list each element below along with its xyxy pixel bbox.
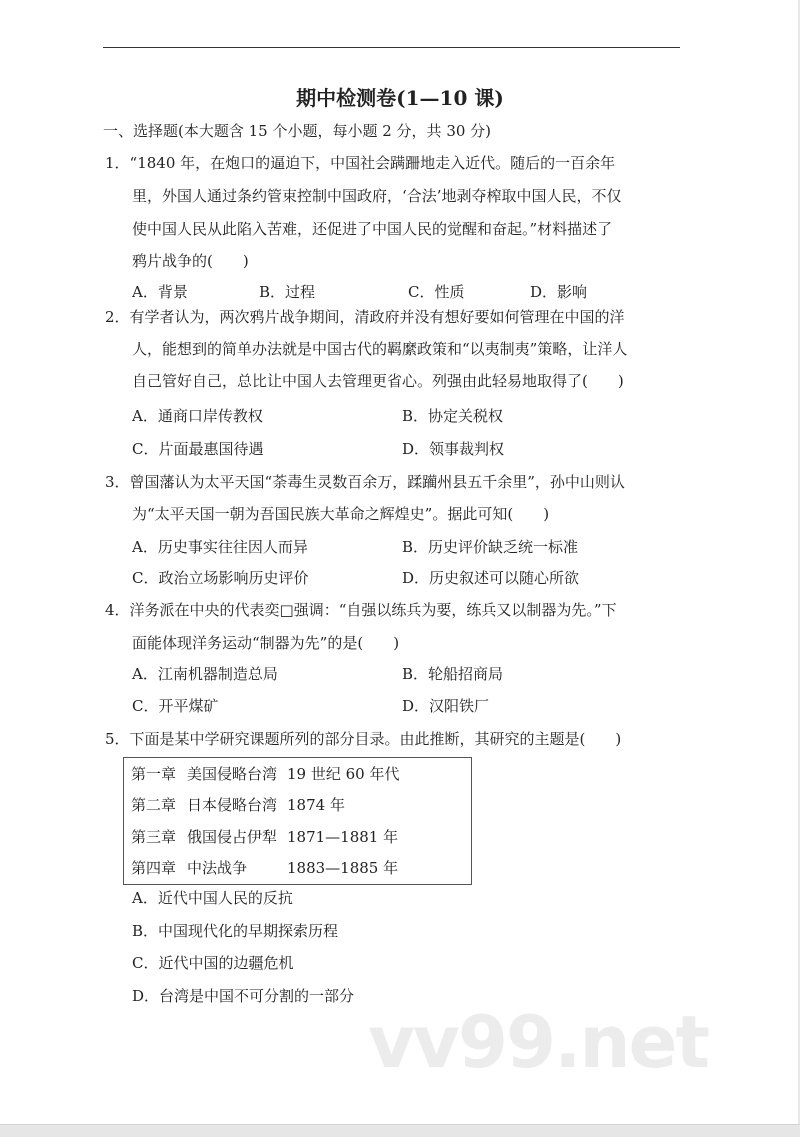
table-cell: 美国侵略台湾 <box>187 765 278 783</box>
question-4-line: 4．洋务派在中央的代表奕□强调：“自强以练兵为要，练兵又以制器为先。”下 <box>105 601 617 619</box>
option-a: A．江南机器制造总局 <box>132 665 278 683</box>
option-d: D．汉阳铁厂 <box>402 697 490 715</box>
header-rule <box>103 47 680 48</box>
table-cell: 1871—1881 年 <box>287 828 399 846</box>
table-cell: 第二章 <box>131 796 177 814</box>
option-d: D．影响 <box>530 283 588 301</box>
chapter-table <box>123 757 472 885</box>
question-1-line: 1．“1840 年，在炮口的逼迫下，中国社会蹒跚地走入近代。随后的一百余年 <box>105 154 616 172</box>
option-d: D．领事裁判权 <box>402 440 505 458</box>
option-b: B．中国现代化的早期探索历程 <box>132 922 339 940</box>
option-c: C．近代中国的边疆危机 <box>132 954 294 972</box>
question-2-line: 自己管好自己，总比让中国人去管理更省心。列强由此轻易地取得了( ) <box>132 372 624 390</box>
question-3-line: 3．曾国藩认为太平天国“荼毒生灵数百余万，蹂躏州县五千余里”，孙中山则认 <box>105 473 625 491</box>
option-a: A．背景 <box>132 283 188 301</box>
table-cell: 中法战争 <box>187 859 248 877</box>
table-cell: 1874 年 <box>287 796 345 814</box>
table-cell: 第一章 <box>131 765 177 783</box>
option-c: C．政治立场影响历史评价 <box>132 569 309 587</box>
watermark: vv99.net <box>368 1000 708 1084</box>
question-1-line: 鸦片战争的( ) <box>132 252 249 270</box>
option-b: B．协定关税权 <box>402 407 504 425</box>
question-5-line: 5．下面是某中学研究课题所列的部分目录。由此推断，其研究的主题是( ) <box>105 730 622 748</box>
question-3-line: 为“太平天国一朝为吾国民族大革命之辉煌史”。据此可知( ) <box>132 505 550 523</box>
section-heading: 一、选择题(本大题含 15 个小题，每小题 2 分，共 30 分) <box>103 122 492 140</box>
option-b: B．过程 <box>259 283 316 301</box>
question-1-line: 使中国人民从此陷入苦难，还促进了中国人民的觉醒和奋起。”材料描述了 <box>132 220 613 238</box>
table-cell: 第三章 <box>131 828 177 846</box>
option-b: B．轮船招商局 <box>402 665 504 683</box>
option-a: A．通商口岸传教权 <box>132 407 263 425</box>
table-cell: 1883—1885 年 <box>287 859 399 877</box>
page-title: 期中检测卷(1—10 课) <box>296 86 504 110</box>
table-cell: 第四章 <box>131 859 177 877</box>
option-b: B．历史评价缺乏统一标准 <box>402 538 579 556</box>
question-1-line: 里，外国人通过条约管束控制中国政府，‘合法’地剥夺榨取中国人民，不仅 <box>132 187 622 205</box>
option-a: A．近代中国人民的反抗 <box>132 889 293 907</box>
table-cell: 俄国侵占伊犁 <box>187 828 278 846</box>
option-c: C．性质 <box>408 283 465 301</box>
table-cell: 19 世纪 60 年代 <box>287 765 400 783</box>
option-d: D．历史叙述可以随心所欲 <box>402 569 580 587</box>
option-d: D．台湾是中国不可分割的一部分 <box>132 987 355 1005</box>
question-2-line: 人，能想到的简单办法就是中国古代的羁縻政策和“以夷制夷”策略，让洋人 <box>132 340 628 358</box>
table-cell: 日本侵略台湾 <box>187 796 278 814</box>
question-2-line: 2．有学者认为，两次鸦片战争期间，清政府并没有想好要如何管理在中国的洋 <box>105 308 625 326</box>
question-4-line: 面能体现洋务运动“制器为先”的是( ) <box>132 634 400 652</box>
bottom-bar <box>0 1124 800 1137</box>
option-c: C．片面最惠国待遇 <box>132 440 264 458</box>
option-c: C．开平煤矿 <box>132 697 219 715</box>
option-a: A．历史事实往往因人而异 <box>132 538 308 556</box>
